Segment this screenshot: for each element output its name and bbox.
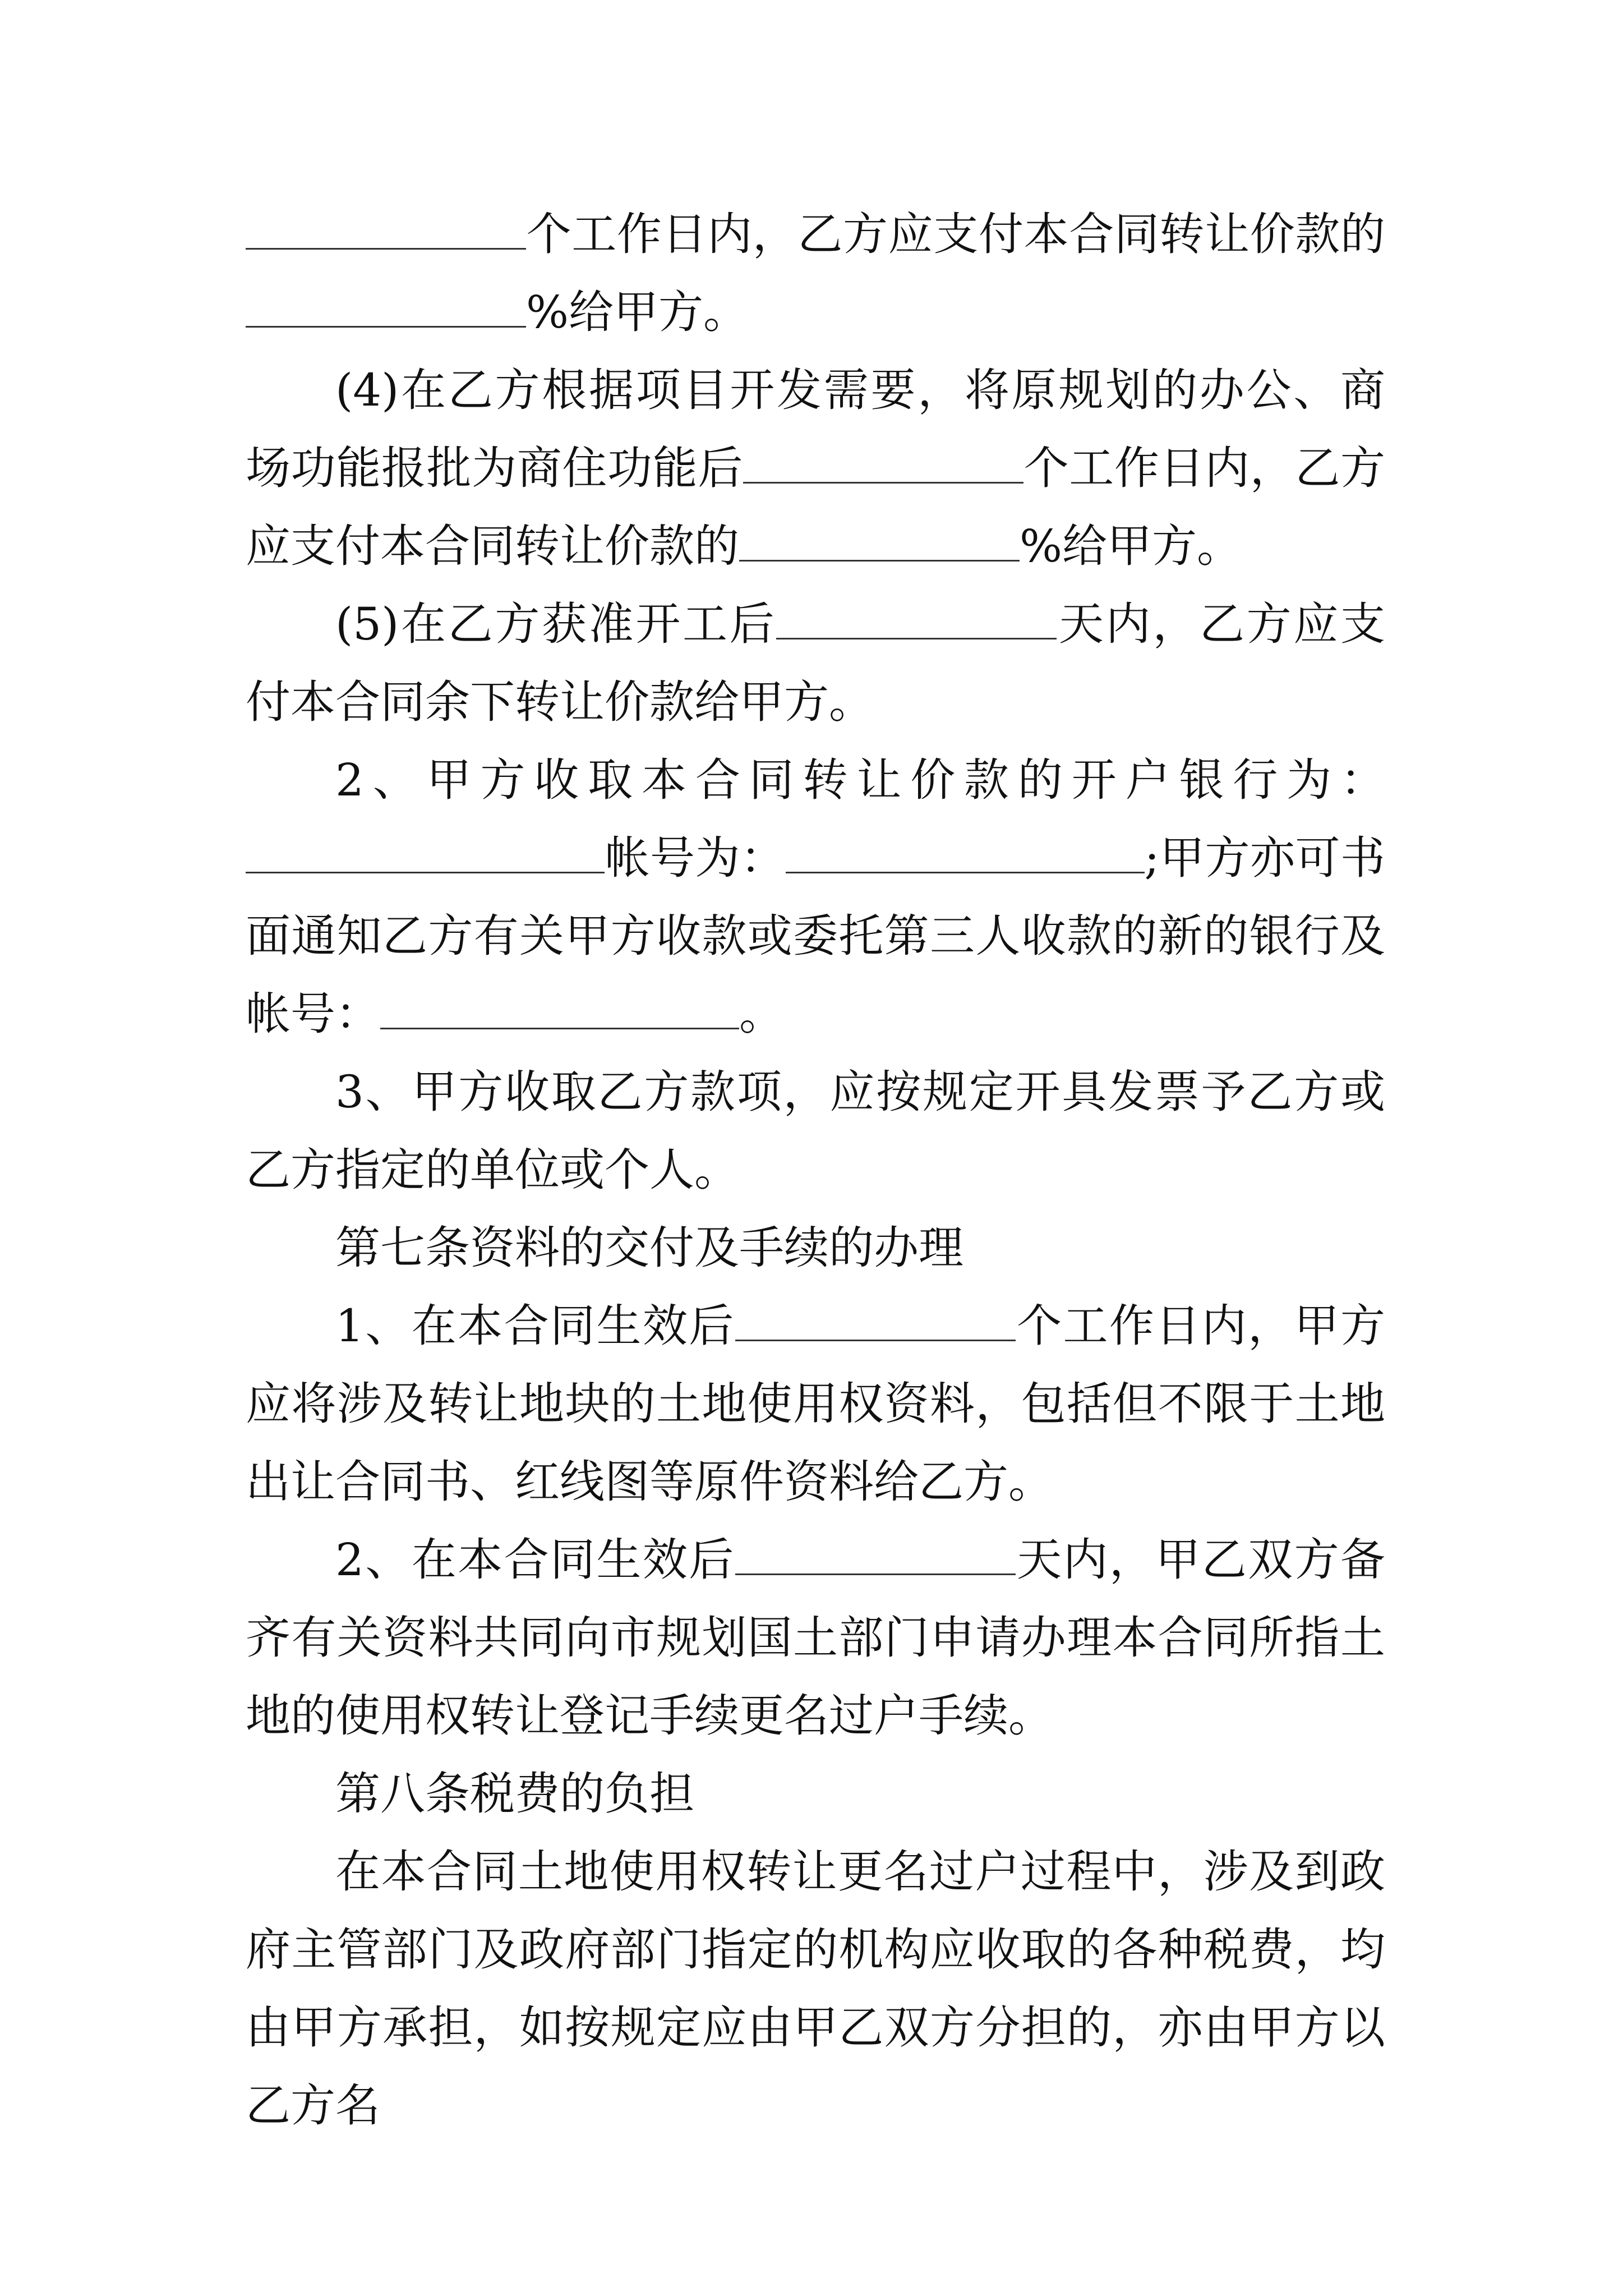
paragraph: [246, 1833, 1385, 2145]
paragraph-text: 帐号为：: [605, 832, 786, 884]
paragraph: [246, 195, 1385, 351]
paragraph-text: ;甲方亦可书面通知乙方有关甲方收款或委托第三人收款的新的银行及帐号：: [246, 832, 1386, 1040]
paragraph: [246, 741, 1385, 1053]
fill-in-blank: [743, 443, 1023, 484]
document-body: [246, 195, 1385, 2145]
paragraph-text: (4)在乙方根据项目开发需要，将原规划的办公、商场功能报批为商住功能后: [246, 364, 1385, 494]
paragraph-text: 个工作日内，乙方应支付本合同转让价款的: [246, 442, 1386, 572]
paragraph-text: 第七条资料的交付及手续的办理: [335, 1222, 963, 1274]
fill-in-blank: [246, 832, 605, 873]
paragraph-text: 2、甲方收取本合同转让价款的开户银行为：: [335, 754, 1385, 806]
fill-in-blank: [739, 521, 1020, 562]
paragraph-text: 第八条税费的负担: [335, 1768, 694, 1820]
fill-in-blank: [380, 988, 739, 1029]
paragraph-text: 2、在本合同生效后: [335, 1534, 735, 1586]
paragraph-text: 。: [739, 988, 784, 1040]
paragraph-text: 个工作日内，乙方应支付本合同转让价款的: [526, 208, 1385, 260]
paragraph: [246, 585, 1385, 741]
paragraph-text: (5)在乙方获准开工后: [335, 598, 777, 650]
paragraph-text: 天内，甲乙双方备齐有关资料共同向市规划国土部门申请办理本合同所指土地的使用权转让登记手续更名过户手续。: [246, 1534, 1385, 1742]
fill-in-blank: [735, 1534, 1016, 1575]
paragraph-text: 3、甲方收取乙方款项，应按规定开具发票予乙方或乙方指定的单位或个人。: [246, 1066, 1385, 1196]
fill-in-blank: [246, 209, 526, 250]
paragraph: [246, 351, 1385, 585]
fill-in-blank: [735, 1300, 1016, 1341]
paragraph-text: %给甲方。: [526, 286, 749, 338]
fill-in-blank: [246, 287, 526, 328]
section-heading: [246, 1209, 1385, 1287]
paragraph: [246, 1053, 1385, 1209]
section-heading: [246, 1755, 1385, 1833]
paragraph-text: 在本合同土地使用权转让更名过户过程中，涉及到政府主管部门及政府部门指定的机构应收取的各种税费，均由甲方承担，如按规定应由甲乙双方分担的，亦由甲方以乙方名: [246, 1846, 1385, 2132]
paragraph-text: 1、在本合同生效后: [335, 1300, 735, 1352]
paragraph: [246, 1287, 1385, 1521]
fill-in-blank: [776, 599, 1057, 639]
paragraph-text: %给甲方。: [1020, 520, 1242, 572]
paragraph-text: 个工作日内，甲方应将涉及转让地块的土地使用权资料，包括但不限于土地出让合同书、红线图等原件资料给乙方。: [246, 1300, 1385, 1508]
fill-in-blank: [786, 832, 1145, 873]
paragraph-text: 天内，乙方应支付本合同余下转让价款给甲方。: [246, 598, 1385, 728]
paragraph: [246, 1521, 1385, 1755]
